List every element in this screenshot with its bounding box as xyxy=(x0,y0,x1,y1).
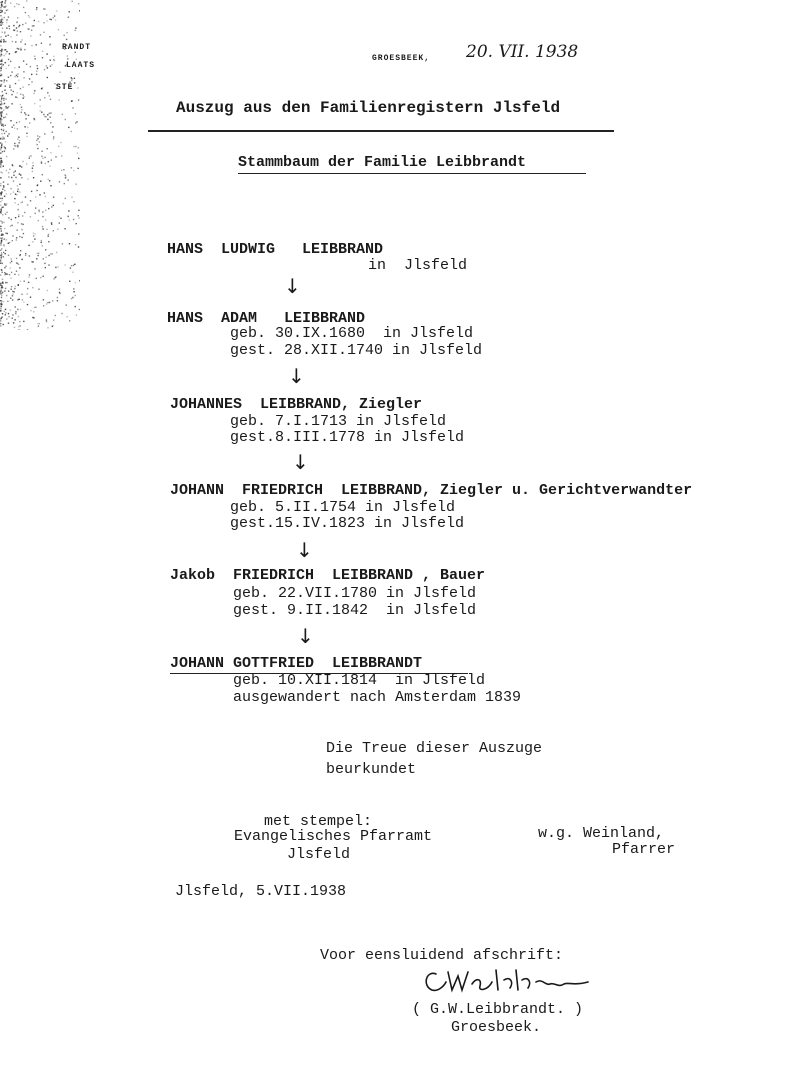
letterhead-margin-3: STE xyxy=(56,83,74,92)
person-death: gest. 28.XII.1740 in Jlsfeld xyxy=(230,342,483,359)
person-birth: geb. 22.VII.1780 in Jlsfeld xyxy=(233,585,477,602)
person-death: gest.8.III.1778 in Jlsfeld xyxy=(230,429,465,446)
signer-name: w.g. Weinland, xyxy=(538,825,665,842)
handwritten-date: 20. VII. 1938 xyxy=(466,42,579,62)
letterhead-margin-2: LAATS xyxy=(66,61,96,70)
attestation-line-1: Die Treue dieser Auszuge xyxy=(326,740,543,757)
person-name: HANS ADAM LEIBBRAND xyxy=(167,310,366,327)
place-date: Jlsfeld, 5.VII.1938 xyxy=(175,883,347,900)
copy-signer-place: Groesbeek. xyxy=(451,1019,542,1036)
stamp-note: met stempel: xyxy=(264,813,373,830)
person-emigration: ausgewandert nach Amsterdam 1839 xyxy=(233,689,522,706)
person-detail: in Jlsfeld xyxy=(368,257,468,274)
person-death: gest.15.IV.1823 in Jlsfeld xyxy=(230,515,465,532)
down-arrow-icon: ↓ xyxy=(292,450,309,474)
down-arrow-icon: ↓ xyxy=(296,538,313,562)
person-name: JOHANNES LEIBBRAND, Ziegler xyxy=(170,396,423,413)
title-divider xyxy=(148,130,614,132)
subtitle-underline xyxy=(238,173,586,174)
attestation-line-2: beurkundet xyxy=(326,761,417,778)
person-name: Jakob FRIEDRICH LEIBBRAND , Bauer xyxy=(170,567,486,584)
down-arrow-icon: ↓ xyxy=(297,624,314,648)
signer-title: Pfarrer xyxy=(612,841,676,858)
stamp-place: Jlsfeld xyxy=(287,846,351,863)
person-name: JOHANN FRIEDRICH LEIBBRAND, Ziegler u. Gerichtverwandter xyxy=(170,482,693,499)
letterhead-margin-1: RANDT xyxy=(62,43,92,52)
place-label: GROESBEEK, xyxy=(372,54,431,63)
person-birth: geb. 7.I.1713 in Jlsfeld xyxy=(230,413,447,430)
person-birth: geb. 10.XII.1814 in Jlsfeld xyxy=(233,672,486,689)
handwritten-signature xyxy=(418,964,598,998)
page-title: Auszug aus den Familienregistern Jlsfeld xyxy=(176,99,561,117)
person-birth: geb. 5.II.1754 in Jlsfeld xyxy=(230,499,456,516)
stamp-office: Evangelisches Pfarramt xyxy=(234,828,433,845)
certification-text: Voor eensluidend afschrift: xyxy=(320,947,564,964)
person-name: HANS LUDWIG LEIBBRAND xyxy=(167,241,384,258)
down-arrow-icon: ↓ xyxy=(284,274,301,298)
copy-signer-name: ( G.W.Leibbrandt. ) xyxy=(412,1001,584,1018)
person-name: JOHANN GOTTFRIED LEIBBRANDT xyxy=(170,655,423,672)
subtitle: Stammbaum der Familie Leibbrandt xyxy=(238,154,527,171)
down-arrow-icon: ↓ xyxy=(288,364,305,388)
person-death: gest. 9.II.1842 in Jlsfeld xyxy=(233,602,477,619)
person-birth: geb. 30.IX.1680 in Jlsfeld xyxy=(230,325,474,342)
